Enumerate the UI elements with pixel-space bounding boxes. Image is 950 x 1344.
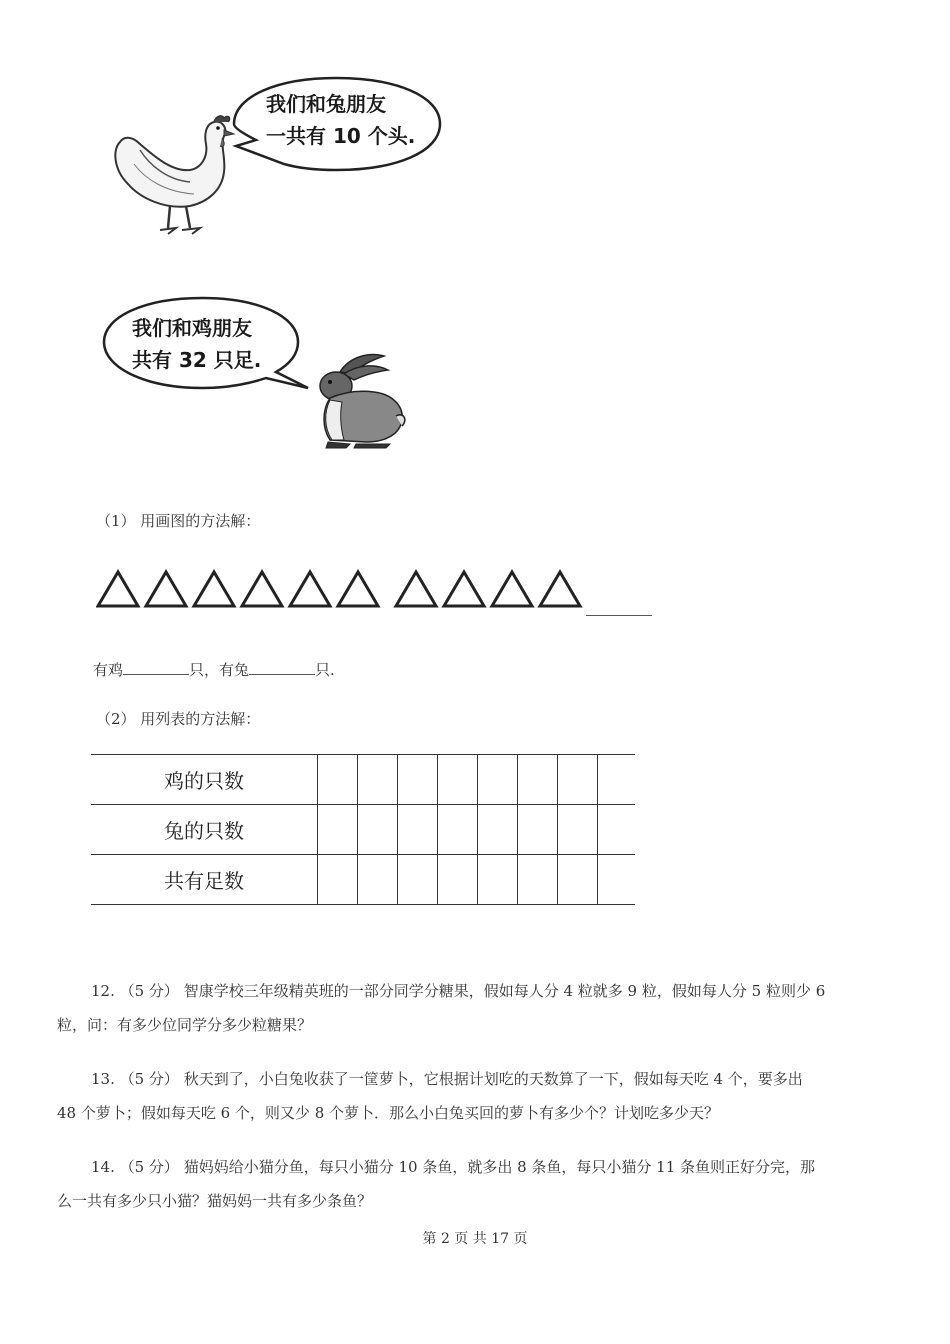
rabbit-count-blank[interactable] <box>249 660 315 675</box>
triangle-icon <box>492 572 532 606</box>
triangle-icon <box>444 572 484 606</box>
table-cell[interactable] <box>438 855 478 905</box>
part2-label: （2） 用列表的方法解： <box>96 710 261 728</box>
problem-14 <box>57 1150 897 1218</box>
row-header-chicken: 鸡的只数 <box>91 755 318 805</box>
table-cell[interactable] <box>318 755 358 805</box>
triangle-icon <box>290 572 330 606</box>
table-cell[interactable] <box>558 855 598 905</box>
table-cell[interactable] <box>478 755 518 805</box>
hen-bubble-line-1: 我们和兔朋友 <box>266 92 386 116</box>
answer-suffix: 只. <box>315 661 335 679</box>
listing-table <box>91 754 635 905</box>
table-cell[interactable] <box>398 755 438 805</box>
triangle-drawing <box>96 568 586 610</box>
part1-label: （1） 用画图的方法解： <box>96 512 261 530</box>
hen-illustration <box>110 110 240 242</box>
page-footer: 第 2 页 共 17 页 <box>422 1231 528 1247</box>
table-cell[interactable] <box>518 805 558 855</box>
hen-bubble-text <box>266 88 415 152</box>
table-cell[interactable] <box>438 805 478 855</box>
triangle-icon <box>242 572 282 606</box>
table-cell[interactable] <box>478 855 518 905</box>
triangle-icon <box>194 572 234 606</box>
problem-12 <box>57 974 897 1042</box>
problem-13-line-2: 48 个萝卜；假如每天吃 6 个，则又少 8 个萝卜．那么小白兔买回的萝卜有多少个？计划吃多少天？ <box>57 1104 720 1122</box>
triangle-icon <box>396 572 436 606</box>
chicken-count-blank[interactable] <box>123 660 189 675</box>
table-cell[interactable] <box>358 805 398 855</box>
drawing-answer-blank[interactable] <box>586 615 652 616</box>
problem-12-line-1: 12. （5 分） 智康学校三年级精英班的一部分同学分糖果，假如每人分 4 粒就多 9 粒，假如每人分 5 粒则少 6 <box>91 982 826 1000</box>
table-cell[interactable] <box>478 805 518 855</box>
problem-12-line-2: 粒，问：有多少位同学分多少粒糖果？ <box>57 1016 313 1034</box>
triangle-icon <box>98 572 138 606</box>
rabbit-bubble-text <box>132 312 261 376</box>
table-cell[interactable] <box>398 805 438 855</box>
table-cell[interactable] <box>318 855 358 905</box>
table-cell[interactable] <box>598 755 636 805</box>
problem-13 <box>57 1062 897 1130</box>
table-cell[interactable] <box>438 755 478 805</box>
table-cell[interactable] <box>398 855 438 905</box>
triangle-icon <box>146 572 186 606</box>
table-cell[interactable] <box>358 755 398 805</box>
table-cell[interactable] <box>318 805 358 855</box>
hen-bubble-line-2: 一共有 10 个头. <box>266 124 416 148</box>
problem-13-line-1: 13. （5 分） 秋天到了，小白兔收获了一筐萝卜，它根据计划吃的天数算了一下，假如每天吃 4 个，要多出 <box>91 1070 803 1088</box>
rabbit-bubble-line-1: 我们和鸡朋友 <box>132 316 252 340</box>
row-header-feet: 共有足数 <box>91 855 318 905</box>
part1-answer <box>93 658 335 682</box>
table-cell[interactable] <box>598 855 636 905</box>
triangle-icon <box>540 572 580 606</box>
rabbit-illustration <box>310 350 410 452</box>
triangle-icon <box>338 572 378 606</box>
answer-prefix: 有鸡 <box>93 661 124 679</box>
table-cell[interactable] <box>558 755 598 805</box>
table-cell[interactable] <box>558 805 598 855</box>
table-cell[interactable] <box>598 805 636 855</box>
table-row <box>91 855 635 905</box>
table-cell[interactable] <box>518 855 558 905</box>
answer-middle: 只，有兔 <box>189 661 250 679</box>
rabbit-bubble-line-2: 共有 32 只足. <box>132 348 262 372</box>
table-row <box>91 755 635 805</box>
table-cell[interactable] <box>518 755 558 805</box>
problem-14-line-1: 14. （5 分） 猫妈妈给小猫分鱼，每只小猫分 10 条鱼，就多出 8 条鱼，每只小猫分 11 条鱼则正好分完，那 <box>91 1158 816 1176</box>
table-row <box>91 805 635 855</box>
row-header-rabbit: 兔的只数 <box>91 805 318 855</box>
table-cell[interactable] <box>358 855 398 905</box>
problem-14-line-2: 么一共有多少只小猫？猫妈妈一共有多少条鱼？ <box>57 1192 373 1210</box>
